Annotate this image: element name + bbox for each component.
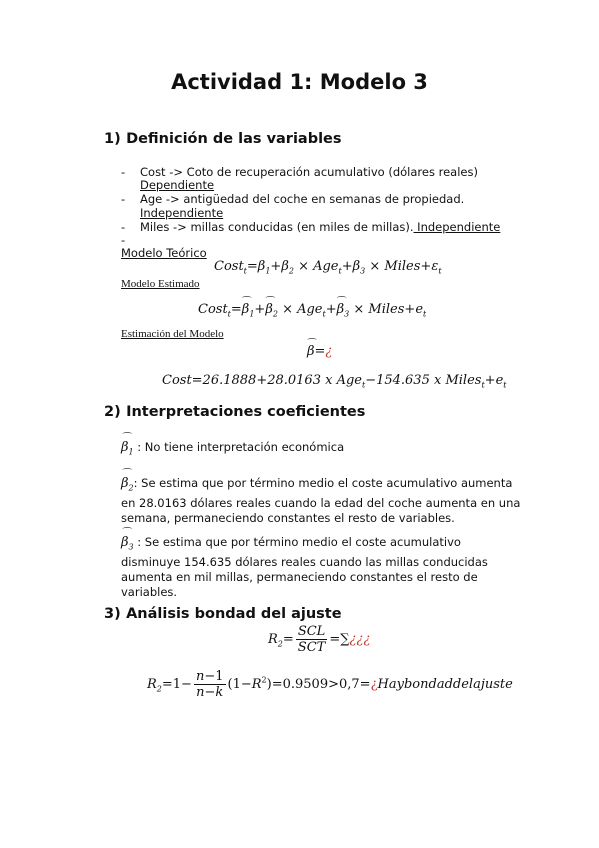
role-dependiente: Dependiente	[140, 178, 215, 192]
interpretation-line: disminuye 154.635 dólares reales cuando las millas conducidas	[121, 554, 488, 569]
section-number: 3)	[104, 606, 121, 622]
role-independiente: Independiente	[140, 206, 224, 220]
section-number: 1)	[104, 131, 121, 147]
modelo-estimado-label: Modelo Estimado	[121, 278, 200, 290]
section-title: Análisis bondad del ajuste	[126, 606, 342, 622]
list-item-text	[140, 220, 500, 234]
list-item-text: Age -> antigüedad del coche en semanas de propiedad.	[140, 192, 465, 206]
interpretation-line: en 28.0163 dólares reales cuando la edad del coche aumenta en una	[121, 495, 521, 510]
beta2-interpretation	[121, 476, 521, 526]
modelo-teorico-label: Modelo Teórico	[121, 246, 207, 260]
section-title: Definición de las variables	[126, 131, 342, 147]
interpretation-text: : No tiene interpretación económica	[133, 440, 345, 454]
unrendered-symbol: ¿	[370, 677, 378, 692]
equation-part: −154.635 x Miles	[365, 373, 482, 388]
beta-hat-equation: ⌒ β=¿	[307, 344, 332, 359]
interpretation-line: semana, permaneciendo constantes el resto de variables.	[121, 510, 455, 525]
page-title: Actividad 1: Modelo 3	[171, 70, 428, 94]
list-item-line: Cost -> Coto de recuperación acumulativo (dólares reales)	[140, 165, 478, 179]
r-squared-equation: $R_2=$ $\frac{\text{SCL}}{\text{SCT}}$ =∑¿¿¿	[268, 624, 371, 655]
beta3-interpretation	[121, 535, 521, 600]
equation-part: +e	[484, 373, 504, 388]
numeric-estimated-equation: Cost=26.1888+28.0163 x Age$_t$−154.635 x $Miles_t+e_t$	[162, 373, 507, 390]
beta3-symbol: ⌒ $\beta_3$	[121, 535, 134, 555]
equation-part: Cost=26.1888+28.0163 x Age	[162, 373, 362, 388]
section-2-heading	[104, 404, 365, 420]
role-independiente: Independiente	[413, 220, 501, 234]
list-item-line: Miles -> millas conducidas (en miles de millas).	[140, 220, 414, 234]
bullet-dash: -	[121, 165, 126, 179]
beta1-interpretation	[121, 440, 344, 460]
unrendered-symbol: ¿	[325, 344, 333, 359]
variable-role	[140, 178, 214, 192]
interpretation-line: : Se estima que por término medio el coste acumulativo	[133, 535, 461, 549]
section-number: 2)	[104, 404, 121, 420]
bullet-dash: -	[121, 220, 126, 234]
interpretation-line: : Se estima que por término medio el coste acumulativo aumenta	[133, 476, 513, 490]
list-item-text	[140, 165, 478, 179]
adjusted-r-squared-equation: $R_2=1-$ $\frac{n-1}{n-k}$ $(1-R^2)=0.9509>0,7=¿Haybondaddelajuste$	[147, 669, 513, 700]
section-title: Interpretaciones coeficientes	[126, 404, 366, 420]
section-1-heading	[104, 131, 342, 147]
beta2-symbol: ⌒ $\beta_2$	[121, 476, 134, 496]
conclusion-text: Haybondaddelajuste	[377, 677, 513, 692]
equation-part: )=0.9509>0,7=	[266, 677, 371, 692]
interpretation-line: aumenta en mil millas, permaneciendo constantes el resto de	[121, 569, 478, 584]
theoretical-model-equation: $Cost_t=\beta_1+\beta_2 \times Age_t+\beta_3$ × $Miles+\varepsilon_t$	[214, 259, 442, 276]
beta1-symbol: ⌒ $\beta_1$	[121, 441, 134, 460]
bullet-dash: -	[121, 192, 126, 206]
interpretation-line: variables.	[121, 584, 178, 599]
unrendered-symbol: ¿¿¿	[349, 632, 371, 647]
extra-dash: -	[121, 233, 126, 247]
variable-role	[140, 206, 223, 220]
estimated-model-equation: Cost$_t$=⌒ $\beta_1+⌒$ $\beta_2$ × Age$_t$+⌒ $\beta_3$ × $Miles+e_t$	[198, 302, 426, 319]
estimacion-label: Estimación del Modelo	[121, 328, 224, 340]
section-3-heading	[104, 606, 342, 622]
